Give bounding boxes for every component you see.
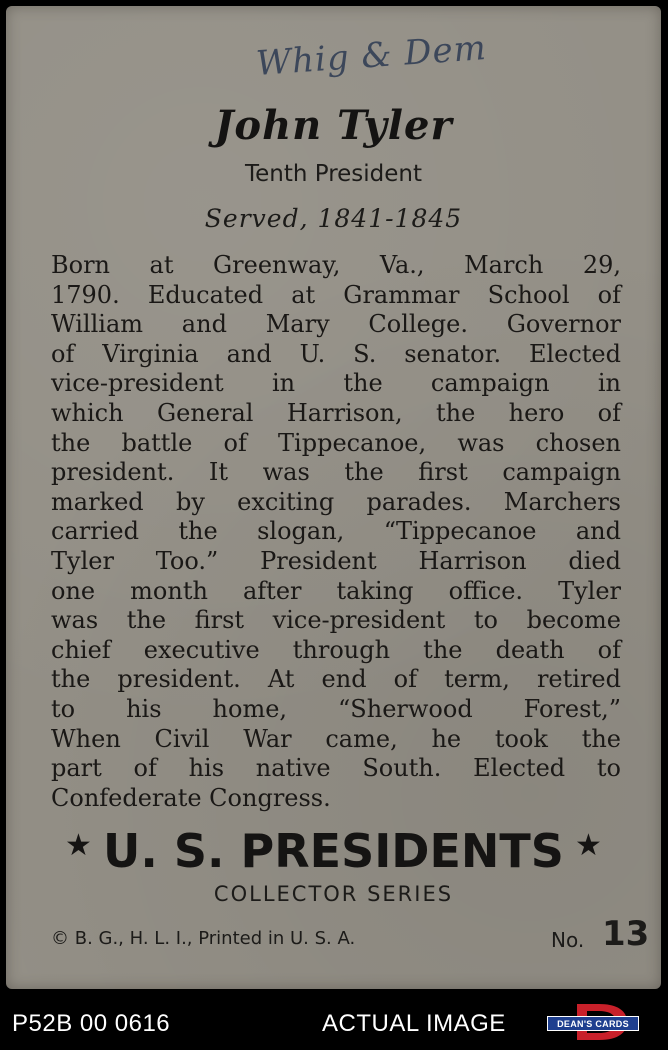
series-title: U. S. PRESIDENTS — [103, 824, 564, 878]
bio-line: carried the slogan, “Tippecanoe and — [51, 517, 621, 546]
series-heading — [6, 824, 661, 878]
bio-line: vice-president in the campaign in — [51, 369, 621, 398]
star-icon: ★ — [65, 828, 92, 863]
bio-line: When Civil War came, he took the — [51, 724, 621, 753]
bio-line: marked by exciting parades. Marchers — [51, 487, 621, 516]
bio-line: president. It was the first campaign — [51, 458, 621, 487]
bio-line: Tyler Too.” President Harrison died — [51, 546, 621, 575]
trading-card-back — [6, 6, 661, 989]
series-subtitle: COLLECTOR SERIES — [213, 882, 454, 906]
bio-line: the president. At end of term, retired — [51, 665, 621, 694]
bio-line: of Virginia and U. S. senator. Elected — [51, 339, 621, 368]
bio-line: 1790. Educated at Grammar School of — [51, 280, 621, 309]
term-served: Served, 1841-1845 — [204, 204, 463, 233]
bio-line: Confederate Congress. — [51, 783, 331, 812]
handwritten-note: Whig & Dem — [254, 27, 489, 85]
copyright-line: © B. G., H. L. I., Printed in U. S. A. — [51, 928, 356, 949]
bio-line: chief executive through the death of — [51, 635, 621, 664]
card-number-label: No. — [551, 928, 585, 952]
bio-line: part of his native South. Elected to — [51, 754, 621, 783]
bio-line: William and Mary College. Governor — [51, 310, 621, 339]
bio-line: Born at Greenway, Va., March 29, — [51, 251, 621, 279]
bio-line: was the first vice-president to become — [51, 606, 621, 635]
bio-line: to his home, “Sherwood Forest,” — [51, 694, 621, 723]
bio-line: which General Harrison, the hero of — [51, 398, 621, 427]
president-rank: Tenth President — [244, 161, 423, 187]
biography-text — [51, 251, 621, 813]
card-number: 13 — [602, 914, 650, 954]
actual-image-label: ACTUAL IMAGE — [322, 1010, 506, 1037]
star-icon: ★ — [575, 828, 602, 863]
logo-text: DEAN'S CARDS — [547, 1016, 639, 1031]
listing-footer — [0, 996, 668, 1050]
deans-cards-logo — [547, 1002, 639, 1042]
bio-line: one month after taking office. Tyler — [51, 576, 621, 605]
president-name: John Tyler — [214, 102, 453, 149]
bio-line: the battle of Tippecanoe, was chosen — [51, 428, 621, 457]
certification-id: P52B 00 0616 — [12, 1010, 171, 1037]
